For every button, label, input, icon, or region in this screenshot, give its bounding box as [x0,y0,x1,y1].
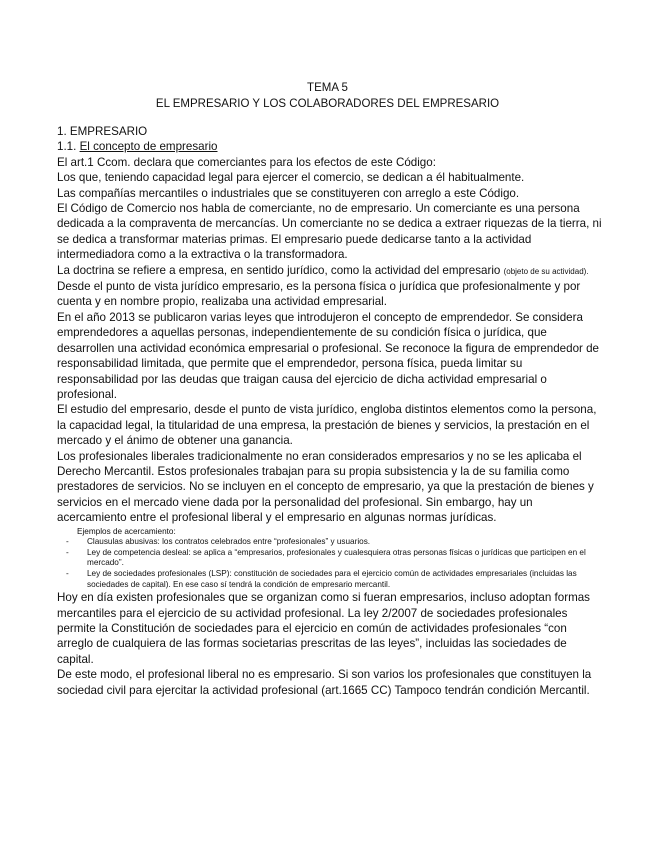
example-text: Ley de competencia desleal: se aplica a “empresarios, profesionales y cualesquiera otras personas físicas o jurídicas que participen en el mercado”. [87,547,586,568]
paragraph: El estudio del empresario, desde el punto de vista jurídico, engloba distintos elementos como la persona, la capacidad legal, la titularidad de una empresa, la prestación de bienes y servicios, la prestación en el mercado y el ánimo de obtener una ganancia. [57,403,597,448]
paragraph: El art.1 Ccom. declara que comerciantes para los efectos de este Código: [57,155,436,169]
examples-block [57,527,602,591]
example-item [57,537,602,548]
subsection-number: 1.1. [57,140,80,154]
tema-label: TEMA 5 [307,82,348,94]
document-header [0,80,655,112]
document-body [57,124,602,698]
paragraph: Las compañías mercantiles o industriales que se constituyeren con arreglo a este Código. [57,186,520,200]
section-heading: 1. EMPRESARIO [57,125,148,138]
dash-bullet: - [66,547,69,557]
dash-bullet: - [66,568,69,578]
example-item [57,548,602,569]
example-text: Ley de sociedades profesionales (LSP): constitución de sociedades para el ejercicio común de actividades empresariales (incluidas las sociedades de capital). En ese caso sí tendrá la condición de empresario mercantil. [87,568,577,589]
example-text: Clausulas abusivas: los contratos celebrados entre “profesionales” y usuarios. [87,537,371,547]
paragraph [57,263,602,279]
paragraph: Desde el punto de vista jurídico empresario, es la persona física o jurídica que profesionalmente y por cuenta y en nombre propio, realizaba una actividad empresarial. [57,280,581,309]
paragraph-text: La doctrina se refiere a empresa, en sentido jurídico, como la actividad del empresario [57,263,504,277]
examples-heading: Ejemplos de acercamiento: [77,526,176,536]
example-item [57,569,602,590]
paragraph: De este modo, el profesional liberal no es empresario. Si son varios los profesionales que constituyen la sociedad civil para ejercitar la actividad profesional (art.1665 CC) Tampoco tendrán condición Mercantil. [57,668,592,697]
subsection-title: El concepto de empresario [79,140,218,154]
paragraph: En el año 2013 se publicaron varias leyes que introdujeron el concepto de emprendedor. Se considera emprendedores a aquellas personas, independientemente de su condición física o jurídica, que desarrollen una actividad económica empresarial o profesional. Se reconoce la figura de emprendedor de responsabilidad limitada, que permite que el emprendedor, persona física, pueda limitar su responsabilidad por las deudas que traigan causa del ejercicio de dicha actividad empresarial o profesional. [57,310,600,401]
dash-bullet: - [66,537,69,547]
paragraph: Hoy en día existen profesionales que se organizan como si fueran empresarios, incluso adoptan formas mercantiles para el ejercicio de su actividad profesional. La ley 2/2007 de sociedades profesionales permite la Constitución de sociedades para el ejercicio en común de actividades profesionales “con arreglo de cualquiera de las formas societarias prescritas de las leyes”, incluidas las sociedades de capital. [57,591,590,666]
paragraph: El Código de Comercio nos habla de comerciante, no de empresario. Un comerciante es una persona dedicada a la compraventa de mercancías. Un comerciante no se dedica a extraer riquezas de la tierra, ni se dedica a transformar materias primas. El empresario puede dedicarse tanto a la actividad intermediadora como a la extractiva o la transformadora. [57,202,602,262]
paragraph: Los que, teniendo capacidad legal para ejercer el comercio, se dedican a él habitualmente. [57,171,525,185]
document-title: EL EMPRESARIO Y LOS COLABORADORES DEL EMPRESARIO [155,98,500,110]
paragraph-note: (objeto de su actividad). [503,266,589,276]
paragraph: Los profesionales liberales tradicionalmente no eran considerados empresarios y no se les aplicaba el Derecho Mercantil. Estos profesionales trabajan para su propia subsistencia y la de su familia como prestadores de servicios. No se incluyen en el concepto de empresario, ya que la prestación de bienes y servicios en el mercado viene dada por la personalidad del profesional. Sin embargo, hay un acercamiento entre el profesional liberal y el empresario en algunas normas jurídicas. [57,449,594,525]
subsection-heading [57,139,602,154]
